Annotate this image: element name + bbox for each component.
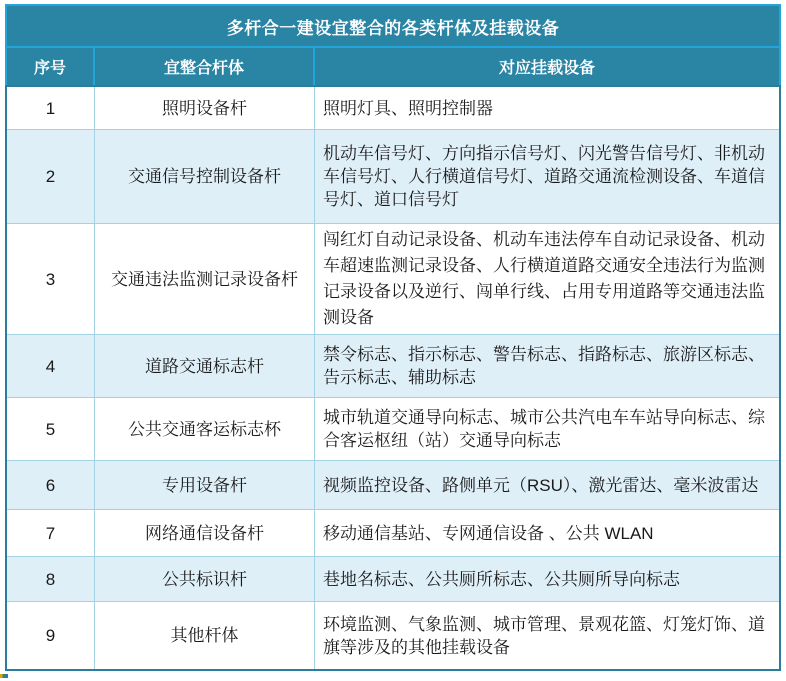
devices-cell: 城市轨道交通导向标志、城市公共汽电车车站导向标志、综合客运枢纽（站）交通导向标志 — [323, 408, 765, 450]
column-header-devices: 对应挂载设备 — [498, 60, 595, 77]
row-number-cell: 5 — [7, 398, 95, 460]
devices-cell: 闯红灯自动记录设备、机动车违法停车自动记录设备、机动车超速监测记录设备、人行横道道路交通安全违法行为监测记录设备以及逆行、闯单行线、占用专用道路等交通违法监测设备 — [323, 230, 765, 327]
row-number-cell: 6 — [7, 461, 95, 509]
table-row — [7, 509, 779, 556]
row-number-cell: 2 — [7, 130, 95, 223]
cursor-artifact — [0, 674, 8, 678]
column-header-index: 序号 — [7, 48, 95, 85]
table-row — [7, 601, 779, 669]
devices-cell: 禁令标志、指示标志、警告标志、指路标志、旅游区标志、告示标志、辅助标志 — [323, 345, 765, 387]
row-number-cell: 8 — [7, 557, 95, 601]
pole-type-cell: 网络通信设备杆 — [95, 510, 315, 556]
pole-type-cell: 专用设备杆 — [95, 461, 315, 509]
row-number-cell: 9 — [7, 602, 95, 669]
pole-type-cell: 公共标识杆 — [95, 557, 315, 601]
devices-cell: 巷地名标志、公共厕所标志、公共厕所导向标志 — [323, 569, 680, 589]
table-row — [7, 397, 779, 460]
row-number-cell: 7 — [7, 510, 95, 556]
pole-type-cell: 交通信号控制设备杆 — [95, 130, 315, 223]
row-number-cell: 3 — [7, 224, 95, 334]
table-row — [7, 87, 779, 129]
row-number-cell: 1 — [7, 87, 95, 129]
pole-type-cell: 交通违法监测记录设备杆 — [95, 224, 315, 334]
table-title: 多杆合一建设宜整合的各类杆体及挂载设备 — [7, 6, 779, 46]
pole-type-cell: 照明设备杆 — [95, 87, 315, 129]
table-head — [5, 4, 781, 85]
table-body — [5, 85, 781, 671]
devices-cell: 环境监测、气象监测、城市管理、景观花篮、灯笼灯饰、道旗等涉及的其他挂载设备 — [323, 614, 765, 657]
row-number-cell: 4 — [7, 335, 95, 397]
column-header-pole-type: 宜整合杆体 — [95, 48, 315, 85]
table-row — [7, 223, 779, 334]
devices-cell: 照明灯具、照明控制器 — [323, 98, 493, 118]
table-row — [7, 460, 779, 509]
pole-type-cell: 其他杆体 — [95, 602, 315, 669]
devices-cell: 视频监控设备、路侧单元（RSU）、激光雷达、毫米波雷达 — [323, 475, 759, 495]
table-row — [7, 129, 779, 223]
pole-type-cell: 公共交通客运标志杯 — [95, 398, 315, 460]
pole-integration-table — [5, 4, 781, 671]
table-row — [7, 334, 779, 397]
pole-type-cell: 道路交通标志杆 — [95, 335, 315, 397]
table-row — [7, 556, 779, 601]
devices-cell: 移动通信基站、专网通信设备 、公共 WLAN — [323, 523, 654, 543]
table-header-row — [7, 48, 779, 85]
devices-cell: 机动车信号灯、方向指示信号灯、闪光警告信号灯、非机动车信号灯、人行横道信号灯、道路交通流检测设备、车道信号灯、道口信号灯 — [323, 144, 765, 209]
